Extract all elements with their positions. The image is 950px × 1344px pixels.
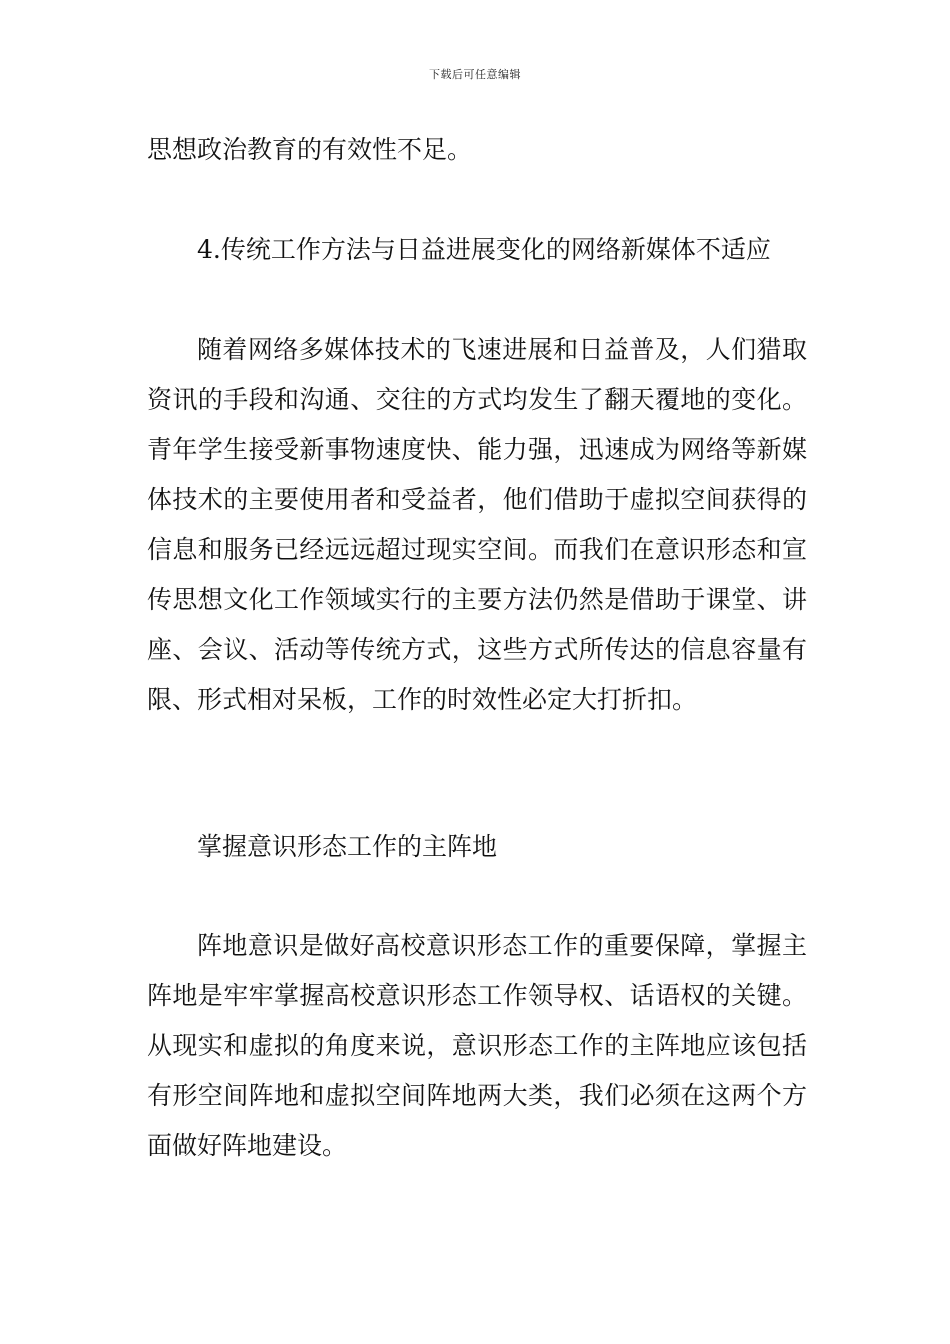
- section-heading-main-position: 掌握意识形态工作的主阵地: [197, 832, 498, 861]
- paragraph-position-awareness: 阵地意识是做好高校意识形态工作的重要保障，掌握主阵地是牢牢掌握高校意识形态工作领导权、话语权的关键。从现实和虚拟的角度来说，意识形态工作的主阵地应该包括有形空间阵地和虚拟空间阵地两大类，我们必须在这两个方面做好阵地建设。: [147, 931, 807, 1160]
- section-heading-4: 4.传统工作方法与日益进展变化的网络新媒体不适应: [197, 235, 771, 264]
- paragraph-network-media: 随着网络多媒体技术的飞速进展和日益普及，人们猎取资讯的手段和沟通、交往的方式均发生了翻天覆地的变化。青年学生接受新事物速度快、能力强，迅速成为网络等新媒体技术的主要使用者和受益者，他们借助于虚拟空间获得的信息和服务已经远远超过现实空间。而我们在意识形态和宣传思想文化工作领域实行的主要方法仍然是借助于课堂、讲座、会议、活动等传统方式，这些方式所传达的信息容量有限、形式相对呆板，工作的时效性必定大打折扣。: [147, 335, 807, 714]
- paragraph-continuation: 思想政治教育的有效性不足。: [147, 135, 473, 164]
- page-header-note: 下载后可任意编辑: [429, 68, 521, 81]
